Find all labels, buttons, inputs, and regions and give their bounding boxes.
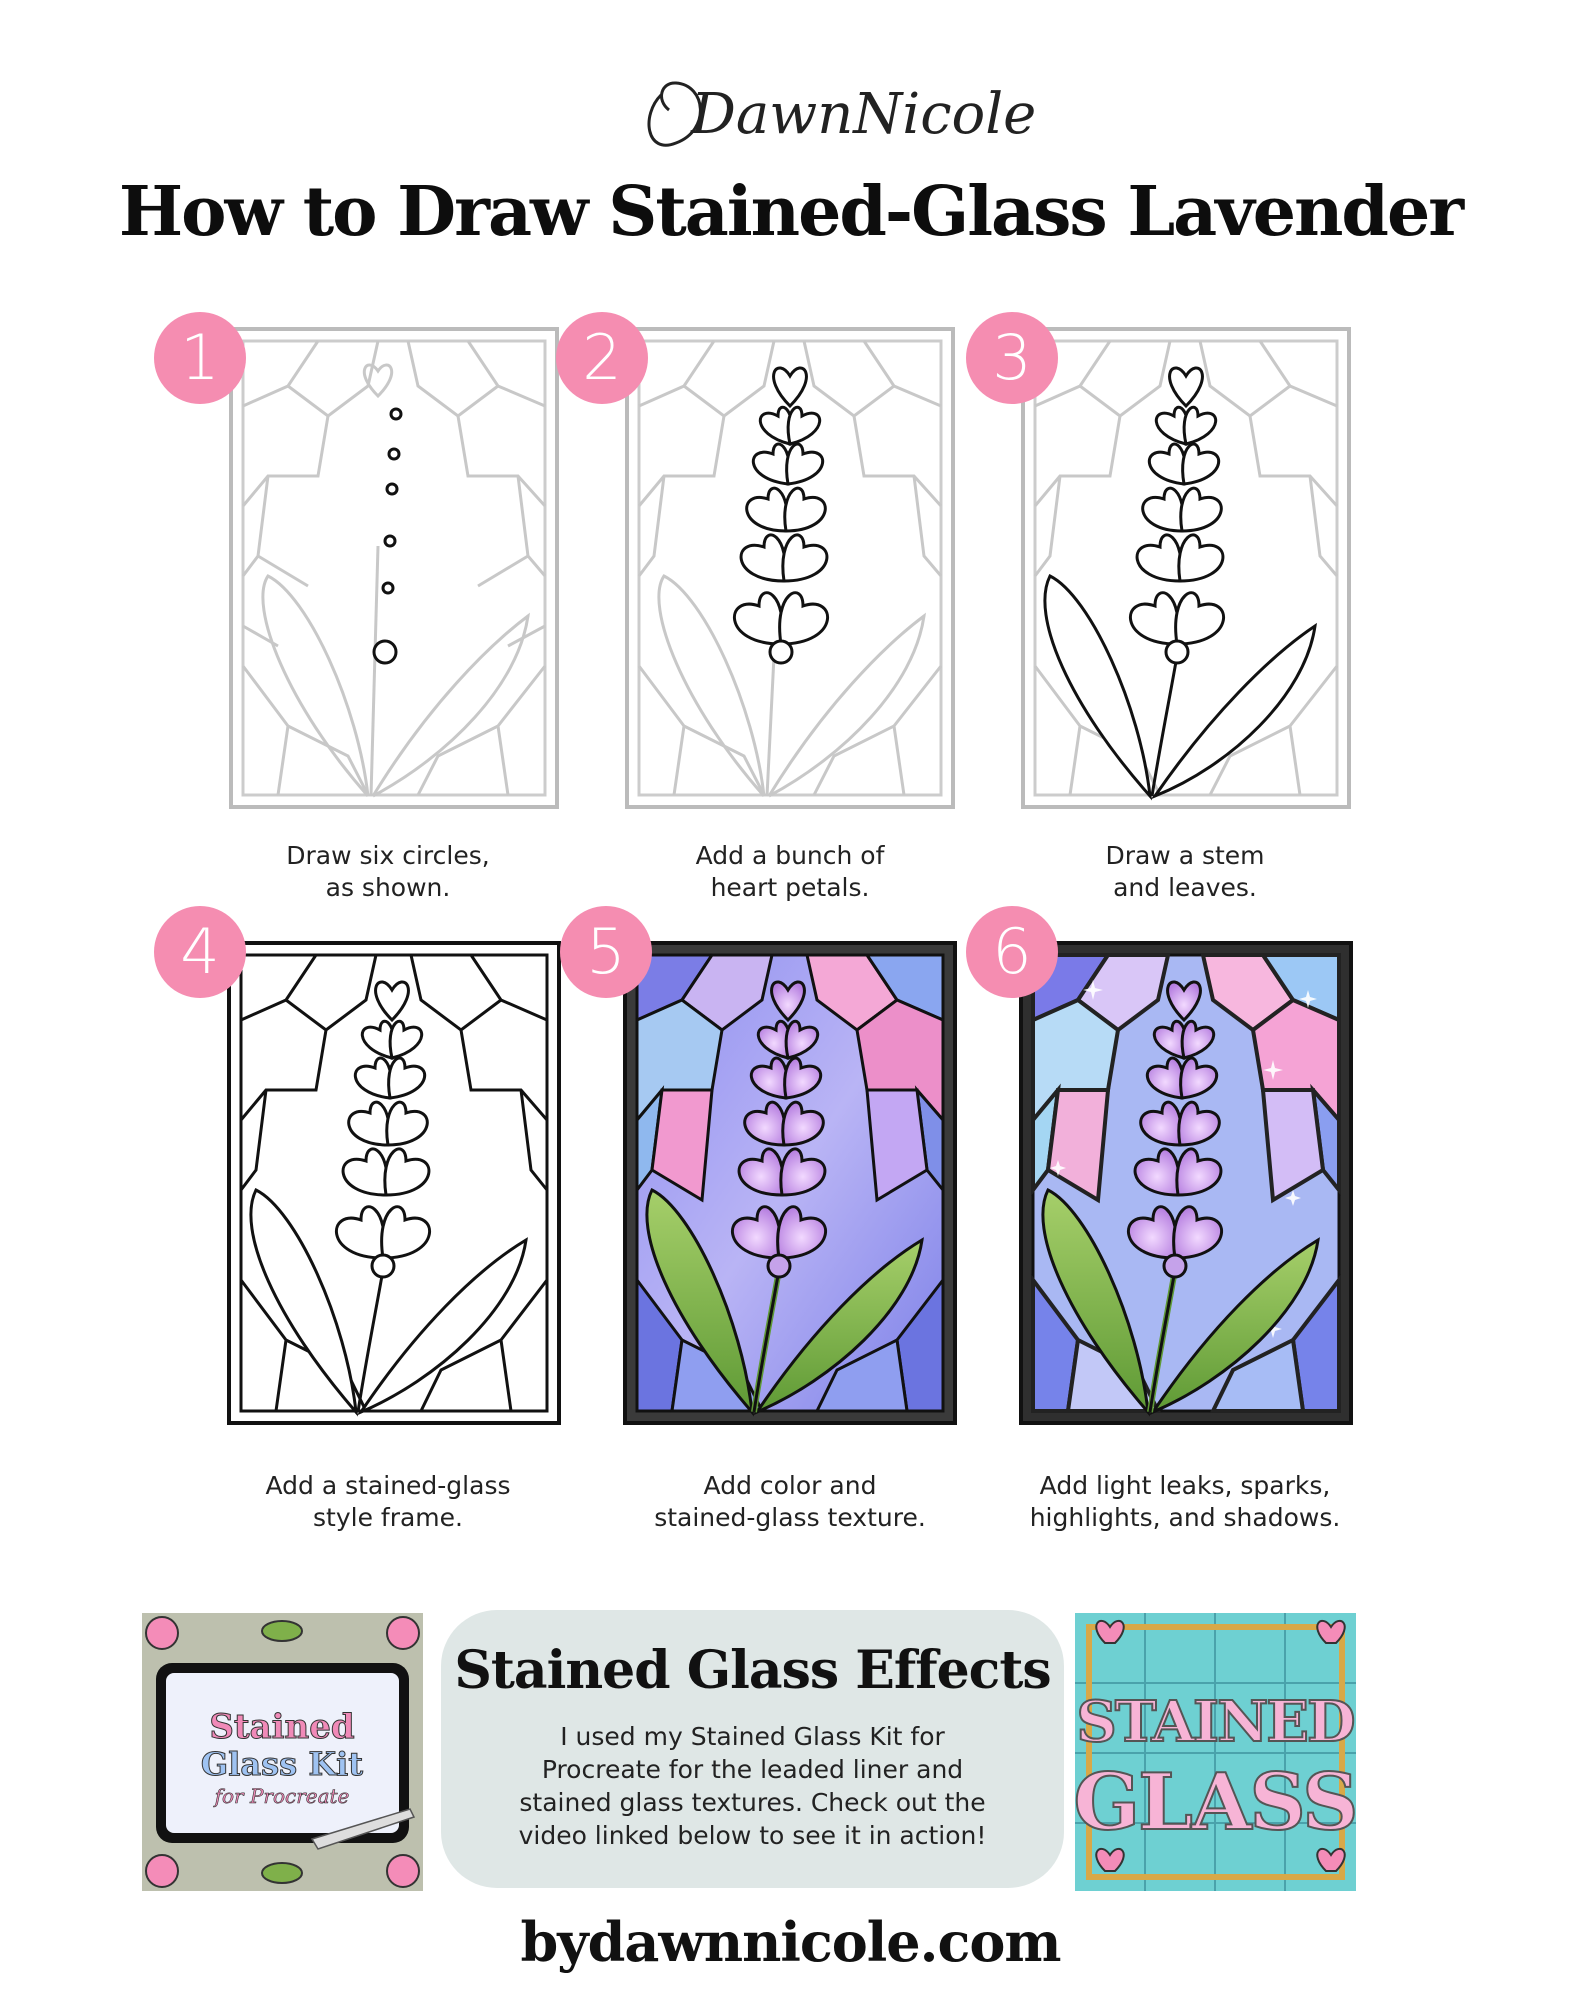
step-6-caption-line2: highlights, and shadows. [1029,1503,1341,1532]
page-title: How to Draw Stained-Glass Lavender [118,172,1463,252]
step-6-caption [975,1470,1395,1534]
promo-title: Stained Glass Effects [454,1640,1051,1701]
brand-logo [0,55,1581,165]
stained-glass-kit-thumbnail[interactable] [142,1613,423,1891]
step-1-caption-line1: Draw six circles, [286,841,490,870]
step-5-caption-line1: Add color and [703,1471,877,1500]
step-2-panel [624,326,956,810]
step-3-panel [1020,326,1352,810]
step-4-caption-line1: Add a stained-glass [265,1471,511,1500]
kit-title-line3: for Procreate [214,1784,350,1808]
step-6-badge: 6 [966,906,1058,998]
step-5-badge: 5 [560,906,652,998]
step-5-caption-line2: stained-glass texture. [654,1503,926,1532]
step-4-panel [226,940,562,1426]
promo-box [441,1610,1064,1888]
step-3-caption [975,840,1395,904]
logo-text: DawnNicole [690,82,1036,147]
step-1-badge: 1 [154,312,246,404]
step-3-caption-line2: and leaves. [1113,873,1257,902]
step-2-caption-line2: heart petals. [710,873,870,902]
promo-text [481,1720,1024,1852]
website-url[interactable]: bydawnnicole.com [520,1910,1061,1974]
step-1-caption-line2: as shown. [325,873,451,902]
step-4-caption [178,1470,598,1534]
step-6-caption-line1: Add light leaks, sparks, [1039,1471,1331,1500]
promo-text-line3: stained glass textures. Check out the [519,1788,986,1817]
promo-text-line1: I used my Stained Glass Kit for [560,1722,945,1751]
kit-title-line1: Stained [209,1707,355,1747]
step-4-caption-line2: style frame. [313,1503,463,1532]
kit-title-line2: Glass Kit [200,1745,364,1783]
logo-signature [621,55,1036,165]
step-2-caption-line1: Add a bunch of [695,841,885,870]
stained-word: STAINED [1076,1689,1354,1755]
step-5-caption [580,1470,1000,1534]
step-2-caption [580,840,1000,904]
promo-text-line2: Procreate for the leaded liner and [541,1755,964,1784]
stained-glass-lettering-thumbnail[interactable] [1075,1613,1356,1891]
step-1-caption [178,840,598,904]
step-4-badge: 4 [154,906,246,998]
step-1-panel [228,326,560,810]
glass-word: GLASS [1073,1757,1357,1848]
step-3-badge: 3 [966,312,1058,404]
step-3-caption-line1: Draw a stem [1105,841,1265,870]
promo-text-line4: video linked below to see it in action! [518,1821,987,1850]
step-6-panel [1018,940,1354,1426]
step-5-panel [622,940,958,1426]
step-2-badge: 2 [556,312,648,404]
